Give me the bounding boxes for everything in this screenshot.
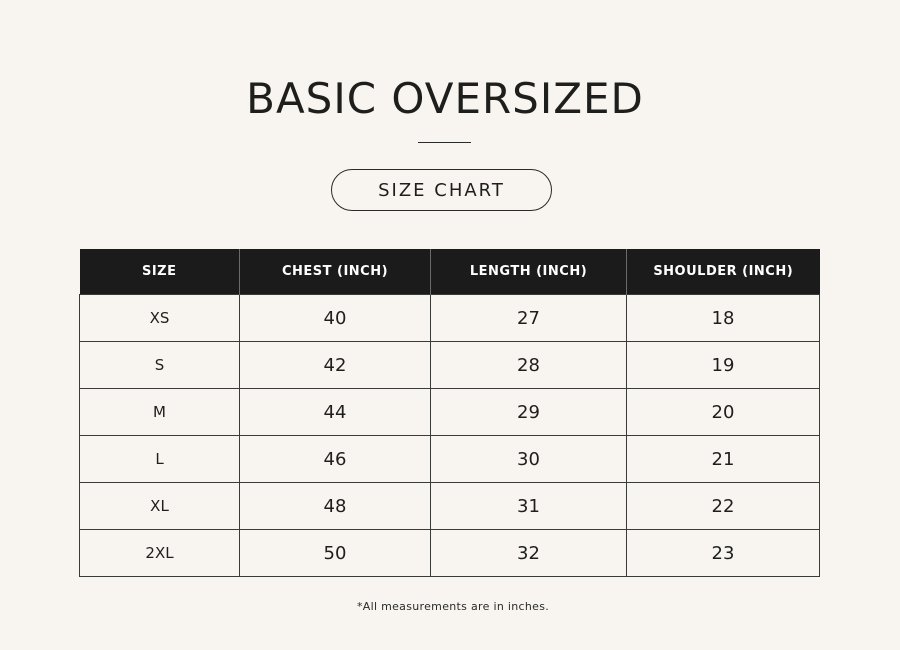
shoulder-cell: 21 [627,436,820,483]
length-cell: 30 [431,436,627,483]
chest-cell: 44 [240,389,431,436]
chest-cell: 50 [240,530,431,577]
length-cell: 31 [431,483,627,530]
column-header-chest: CHEST (INCH) [240,249,431,295]
chest-cell: 42 [240,342,431,389]
measurement-footnote: *All measurements are in inches. [356,600,550,613]
table-row [80,389,820,436]
chest-cell: 40 [240,295,431,342]
chest-cell: 46 [240,436,431,483]
page-title: BASIC OVERSIZED [246,74,644,123]
length-cell: 28 [431,342,627,389]
column-header-size: SIZE [80,249,240,295]
table-header-row [80,249,820,295]
table-row [80,342,820,389]
length-cell: 27 [431,295,627,342]
shoulder-cell: 18 [627,295,820,342]
size-cell: XL [80,483,240,530]
length-cell: 29 [431,389,627,436]
column-header-shoulder: SHOULDER (INCH) [627,249,820,295]
title-divider [418,142,471,143]
table-row [80,530,820,577]
size-cell: S [80,342,240,389]
length-cell: 32 [431,530,627,577]
size-cell: L [80,436,240,483]
chest-cell: 48 [240,483,431,530]
table-body [80,295,820,577]
table-header [80,249,820,295]
size-chart-table [79,249,820,577]
shoulder-cell: 19 [627,342,820,389]
table-row [80,295,820,342]
size-cell: XS [80,295,240,342]
size-chart-badge: SIZE CHART [331,169,552,211]
shoulder-cell: 23 [627,530,820,577]
table-row [80,436,820,483]
size-cell: M [80,389,240,436]
table-row [80,483,820,530]
shoulder-cell: 22 [627,483,820,530]
size-cell: 2XL [80,530,240,577]
shoulder-cell: 20 [627,389,820,436]
column-header-length: LENGTH (INCH) [431,249,627,295]
